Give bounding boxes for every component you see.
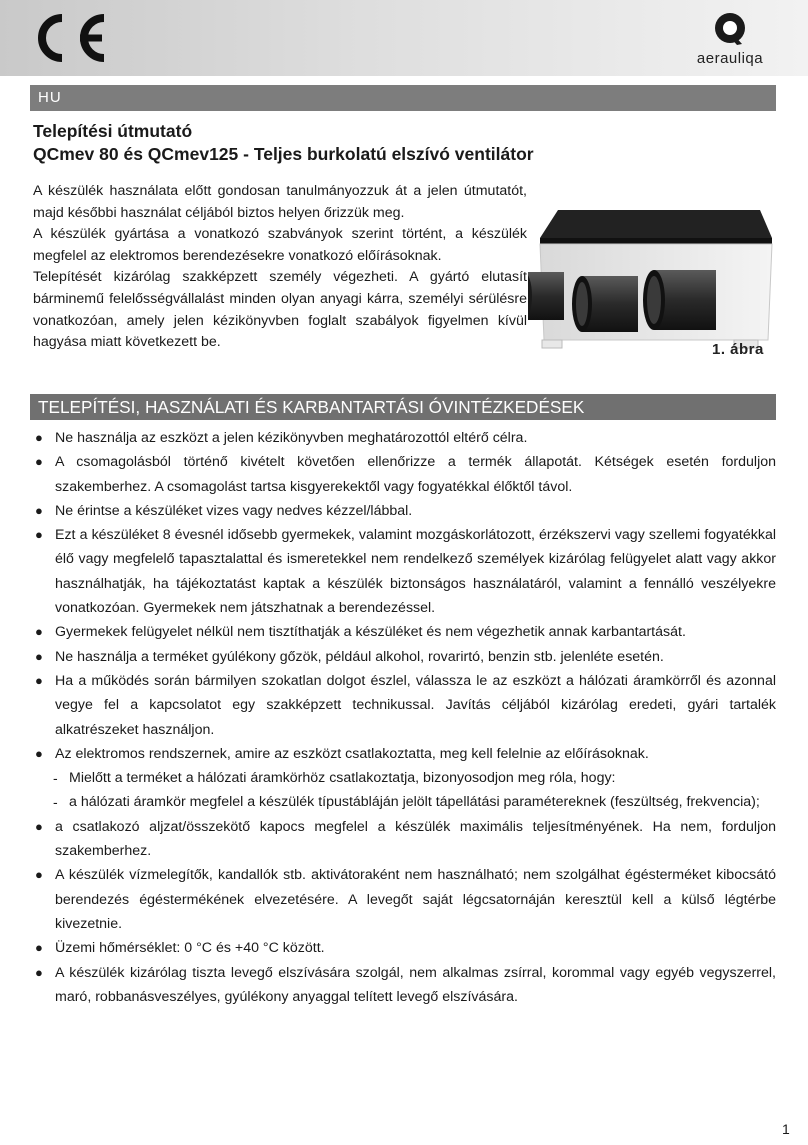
page-number: 1 xyxy=(782,1121,790,1137)
header-band xyxy=(0,0,808,76)
intro-paragraph: A készülék gyártása a vonatkozó szabványok szerint történt, a készülék megfelel az elektromos berendezésekre vonatkozó előírásoknak. xyxy=(33,226,527,264)
list-item xyxy=(33,863,776,936)
title-line-1: Telepítési útmutató xyxy=(33,121,193,141)
list-item xyxy=(33,669,776,742)
bullet-icon: ● xyxy=(35,818,43,834)
precautions-list xyxy=(33,426,776,1009)
bullet-icon: ● xyxy=(35,527,43,543)
bullet-icon: ● xyxy=(35,940,43,956)
list-item-text: A csomagolásból történő kivételt követően ellenőrizze a termék állapotát. Kétségek esetén forduljon szakemberhez. A csomagolást tartsa kisgyerekektől vagy fogyatékkal élőktől távol. xyxy=(55,454,776,495)
bullet-icon: ● xyxy=(35,867,43,883)
page-title xyxy=(33,120,773,166)
list-item-text: Ha a működés során bármilyen szokatlan dolgot észlel, válassza le az eszközt a hálózati áramkörről és azonnal vegye fel a kapcsolatot egy szakképzett technikussal. Javítás céljából kizárólag eredeti, gyári tartalék alkatrészeket használjon. xyxy=(55,672,776,738)
dash-icon: - xyxy=(53,794,58,811)
sub-list-item xyxy=(33,766,776,790)
list-item xyxy=(33,961,776,1010)
figure-caption: 1. ábra xyxy=(712,341,764,358)
sub-list-item-text: Mielőtt a terméket a hálózati áramkörhöz csatlakoztatja, bizonyosodjon meg róla, hogy: xyxy=(69,770,616,787)
list-item xyxy=(33,936,776,960)
sub-list-item-text: a hálózati áramkör megfelel a készülék típustábláján jelölt tápellátási paramétereknek (feszültség, frekvencia); xyxy=(69,794,760,811)
title-line-2: QCmev 80 és QCmev125 - Teljes burkolatú elszívó ventilátor xyxy=(33,144,534,164)
list-item-text: Ne érintse a készüléket vizes vagy nedves kézzel/lábbal. xyxy=(55,502,413,519)
bullet-icon: ● xyxy=(35,672,43,688)
list-item-text: Ne használja a terméket gyúlékony gőzök, például alkohol, rovarirtó, benzin stb. jelenléte esetén. xyxy=(55,648,664,665)
ce-mark-icon xyxy=(28,12,110,64)
bullet-icon: ● xyxy=(35,648,43,664)
list-item-text: Üzemi hőmérséklet: 0 °C és +40 °C között. xyxy=(55,940,325,957)
bullet-icon: ● xyxy=(35,745,43,761)
list-item xyxy=(33,426,776,450)
bullet-icon: ● xyxy=(35,964,43,980)
list-item-text: A készülék kizárólag tiszta levegő elszívására szolgál, nem alkalmas zsírral, korommal vagy egyéb vegyszerrel, maró, robbanásveszélyes, gyúlékony anyaggal telített levegő elszívására. xyxy=(55,964,776,1005)
logo-text: aerauliqa xyxy=(696,50,764,67)
dash-icon: - xyxy=(53,770,58,787)
list-item xyxy=(33,523,776,620)
bullet-icon: ● xyxy=(35,454,43,470)
bullet-icon: ● xyxy=(35,430,43,445)
section-header xyxy=(30,394,776,420)
list-item xyxy=(33,620,776,644)
language-label: HU xyxy=(38,89,62,106)
aerauliqa-logo xyxy=(690,8,770,72)
sub-list-item xyxy=(33,790,776,814)
language-bar xyxy=(30,85,776,111)
list-item xyxy=(33,645,776,669)
bullet-icon: ● xyxy=(35,624,43,640)
bullet-icon: ● xyxy=(35,502,43,518)
list-item-text: Az elektromos rendszernek, amire az eszközt csatlakoztatta, meg kell felelnie az előírásoknak. xyxy=(55,745,649,762)
section-title: TELEPÍTÉSI, HASZNÁLATI ÉS KARBANTARTÁSI ÓVINTÉZKEDÉSEK xyxy=(38,397,585,417)
list-item xyxy=(33,815,776,864)
intro-paragraph: A készülék használata előtt gondosan tanulmányozzuk át a jelen útmutatót, majd későbbi használat céljából biztos helyen őrizzük meg. xyxy=(33,183,527,221)
list-item-text: Ezt a készüléket 8 évesnél idősebb gyermekek, valamint mozgáskorlátozott, érzékszervi vagy szellemi fogyatékkal élő vagy megfelelő tapasztalattal és ismeretekkel nem rendelkező személyek kizárólag felügyelet alatt vagy akkor használhatják, ha tájékoztatást kaptak a készülék biztonságos használatáról, valamint a fennálló veszélyekre vonatkozóan. Gyermekek nem játszhatnak a berendezéssel. xyxy=(55,527,776,617)
list-item-text: Ne használja az eszközt a jelen kézikönyvben meghatározottól eltérő célra. xyxy=(55,430,528,446)
list-item xyxy=(33,742,776,766)
list-item xyxy=(33,450,776,499)
list-item xyxy=(33,499,776,523)
logo-mark-icon xyxy=(690,8,770,50)
intro-paragraph: Telepítését kizárólag szakképzett személy végezheti. A gyártó elutasít bárminemű felelősségvállalást minden olyan anyagi kárra, személyi sérülésre vonatkozóan, amely jelen kézikönyvben foglalt szabályok figyelmen kívül hagyása miatt következett be. xyxy=(33,269,527,351)
intro-text xyxy=(33,181,527,354)
list-item-text: Gyermekek felügyelet nélkül nem tisztíthatják a készüléket és nem végezhetik annak karbantartását. xyxy=(55,624,686,641)
list-item-text: A készülék vízmelegítők, kandallók stb. aktivátoraként nem használható; nem szolgálhat égésterméket kibocsátó berendezés égéstermékének elvezetésére. A levegőt saját légcsatornáján keresztül kell a külső légtérbe kivezetnie. xyxy=(55,867,776,932)
list-item-text: a csatlakozó aljzat/összekötő kapocs megfelel a készülék maximális teljesítményének. Ha nem, forduljon szakemberhez. xyxy=(55,818,776,860)
